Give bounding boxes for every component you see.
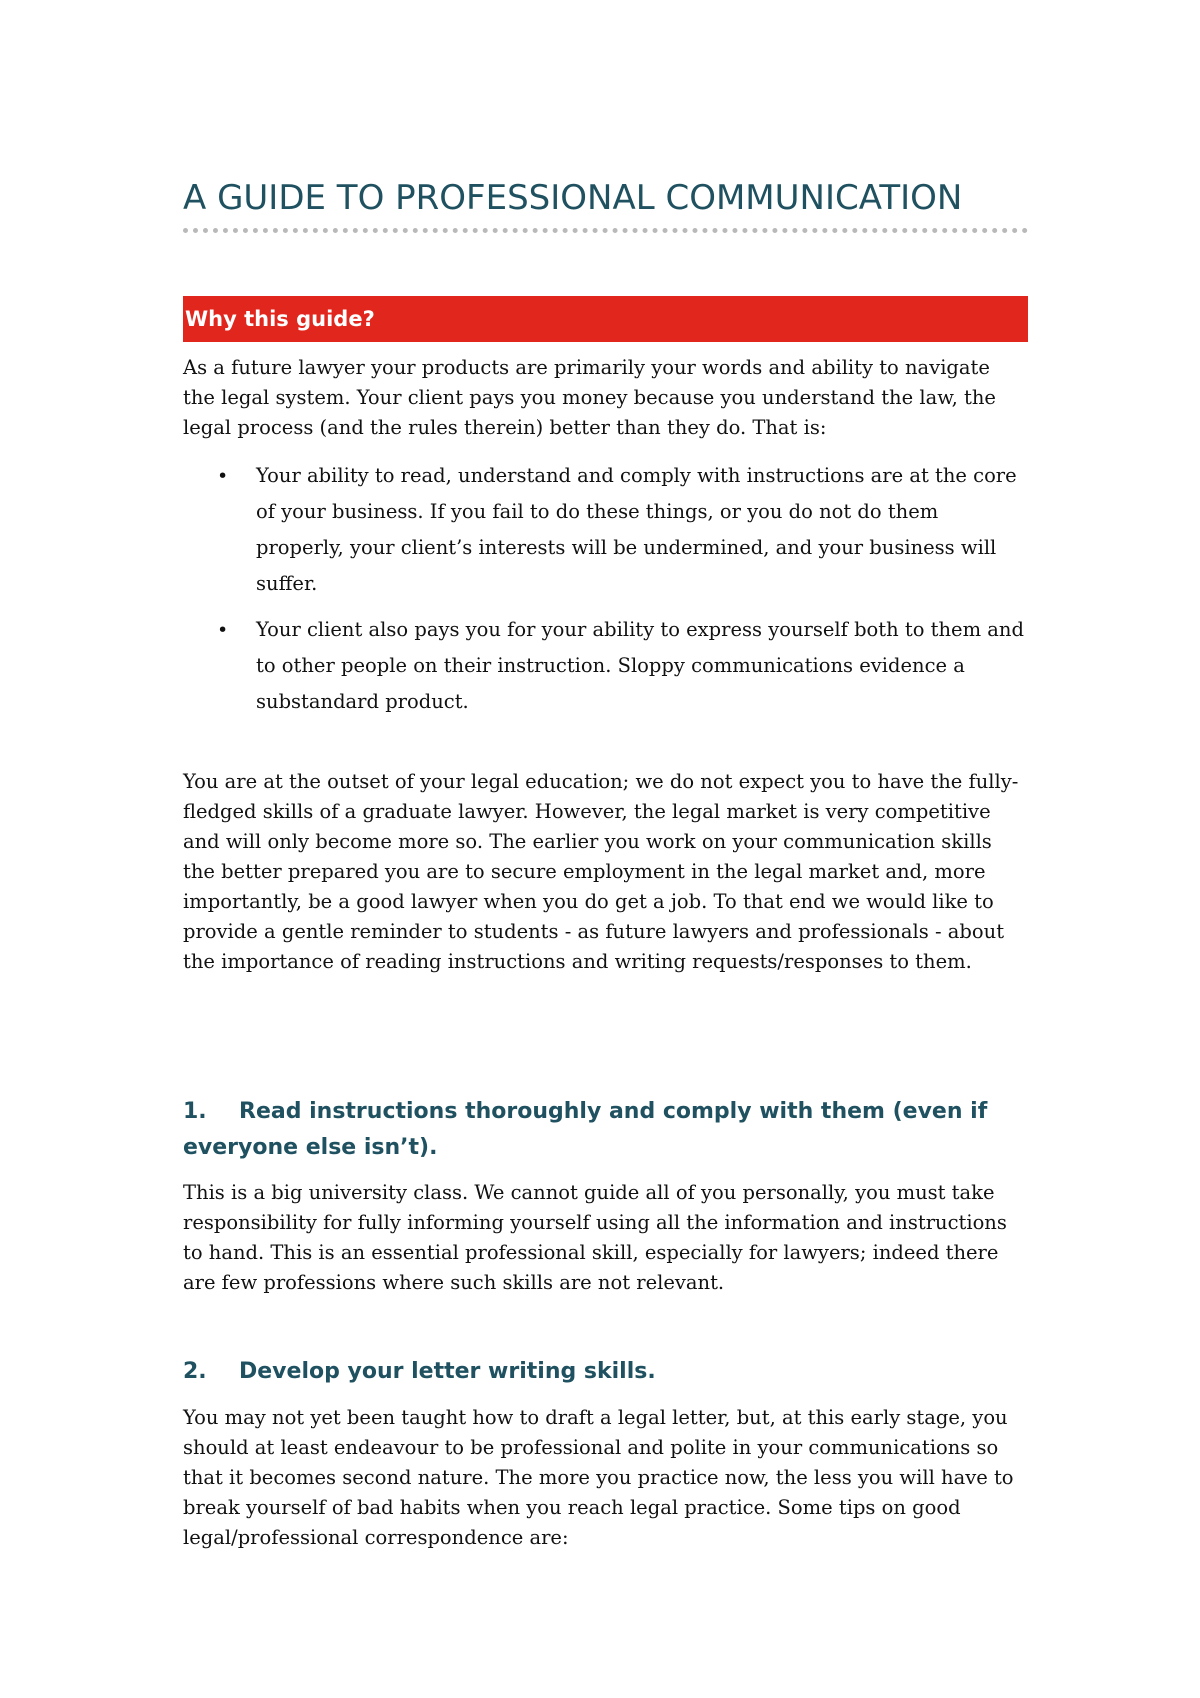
document-title: A GUIDE TO PROFESSIONAL COMMUNICATION xyxy=(183,178,963,218)
bullet-item xyxy=(183,458,1028,602)
section-1-title: Read instructions thoroughly and comply with them (even if everyone else isn’t). xyxy=(183,1099,988,1160)
why-section-banner xyxy=(183,296,1028,342)
section-2-number: 2. xyxy=(183,1359,207,1384)
title-dotted-divider xyxy=(183,228,1028,233)
bullet-icon: • xyxy=(217,465,229,487)
why-section-heading: Why this guide? xyxy=(185,307,375,331)
section-1-heading xyxy=(183,1094,1028,1166)
why-intro-paragraph: As a future lawyer your products are primarily your words and ability to navigate the legal system. Your client pays you money because you understand the law, the legal process (and the rules therein) better than they do. That is: xyxy=(183,356,996,439)
section-2-body: You may not yet been taught how to draft a legal letter, but, at this early stage, you should at least endeavour to be professional and polite in your communications so that it becomes second nature. The more you practice now, the less you will have to break yourself of bad habits when you reach legal practice. Some tips on good legal/professional correspondence are: xyxy=(183,1406,1014,1549)
bullet-text: Your ability to read, understand and comply with instructions are at the core of your business. If you fail to do these things, or you do not do them properly, your client’s interests will be undermined, and your business will suffer. xyxy=(256,464,1017,595)
section-1-body: This is a big university class. We cannot guide all of you personally, you must take responsibility for fully informing yourself using all the information and instructions to hand. This is an essential professional skill, especially for lawyers; indeed there are few professions where such skills are not relevant. xyxy=(183,1181,1007,1294)
outset-paragraph: You are at the outset of your legal education; we do not expect you to have the fully-fledged skills of a graduate lawyer. However, the legal market is very competitive and will only become more so. The earlier you work on your communication skills the better prepared you are to secure employment in the legal market and, more importantly, be a good lawyer when you do get a job. To that end we would like to provide a gentle reminder to students - as future lawyers and professionals - about the importance of reading instructions and writing requests/responses to them. xyxy=(183,770,1019,973)
bullet-item xyxy=(183,612,1028,720)
section-2-heading xyxy=(183,1354,1028,1390)
why-bullet-list xyxy=(183,458,1028,720)
section-1-number: 1. xyxy=(183,1099,207,1124)
bullet-text: Your client also pays you for your ability to express yourself both to them and to other people on their instruction. Sloppy communications evidence a substandard product. xyxy=(256,618,1024,713)
section-2-title: Develop your letter writing skills. xyxy=(239,1359,656,1384)
bullet-icon: • xyxy=(217,619,229,641)
